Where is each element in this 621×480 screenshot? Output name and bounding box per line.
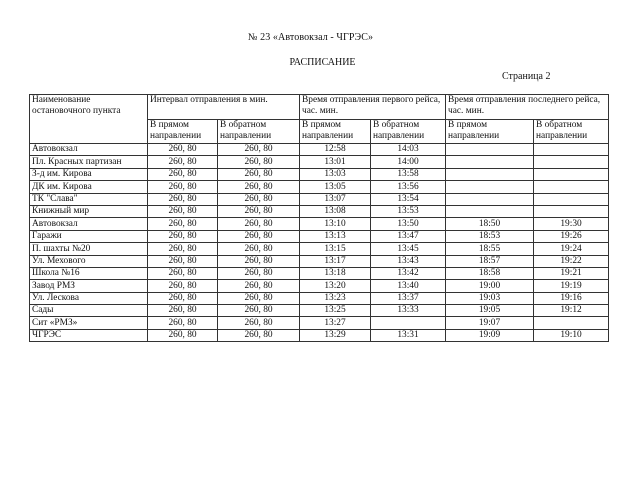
- cell-first-reverse: 13:54: [371, 193, 446, 205]
- cell-interval-reverse: 260, 80: [218, 205, 300, 217]
- cell-first-forward: 13:27: [300, 317, 371, 329]
- cell-stop-name: Автовокзал: [30, 144, 148, 156]
- cell-first-forward: 13:18: [300, 267, 371, 279]
- subheader-last-reverse: В обратном направлении: [534, 120, 609, 144]
- cell-first-reverse: 13:33: [371, 305, 446, 317]
- cell-interval-reverse: 260, 80: [218, 292, 300, 304]
- cell-last-forward: [446, 205, 534, 217]
- cell-last-reverse: 19:12: [534, 305, 609, 317]
- subheader-last-forward: В прямом направлении: [446, 120, 534, 144]
- cell-last-forward: 18:50: [446, 218, 534, 230]
- cell-interval-forward: 260, 80: [148, 243, 218, 255]
- cell-first-forward: 13:10: [300, 218, 371, 230]
- table-row: [30, 168, 609, 180]
- cell-last-reverse: 19:24: [534, 243, 609, 255]
- cell-first-reverse: 14:03: [371, 144, 446, 156]
- cell-last-forward: 18:58: [446, 267, 534, 279]
- cell-first-reverse: 13:43: [371, 255, 446, 267]
- cell-last-forward: [446, 168, 534, 180]
- cell-stop-name: Завод РМЗ: [30, 280, 148, 292]
- table-row: [30, 255, 609, 267]
- table-row: [30, 292, 609, 304]
- cell-interval-forward: 260, 80: [148, 280, 218, 292]
- cell-first-reverse: [371, 317, 446, 329]
- cell-interval-forward: 260, 80: [148, 205, 218, 217]
- column-header-last-departure: Время отправления последнего рейса, час. мин.: [446, 95, 609, 120]
- cell-last-reverse: 19:16: [534, 292, 609, 304]
- cell-last-forward: 19:03: [446, 292, 534, 304]
- cell-stop-name: Ул. Лескова: [30, 292, 148, 304]
- cell-last-forward: 18:57: [446, 255, 534, 267]
- cell-interval-reverse: 260, 80: [218, 243, 300, 255]
- table-row: [30, 243, 609, 255]
- cell-first-forward: 13:07: [300, 193, 371, 205]
- table-row: [30, 280, 609, 292]
- cell-last-reverse: [534, 193, 609, 205]
- header-row-top: [30, 95, 609, 120]
- cell-interval-reverse: 260, 80: [218, 144, 300, 156]
- table-row: [30, 156, 609, 168]
- cell-interval-reverse: 260, 80: [218, 317, 300, 329]
- cell-first-reverse: 14:00: [371, 156, 446, 168]
- cell-last-reverse: [534, 317, 609, 329]
- cell-stop-name: Гаражи: [30, 230, 148, 242]
- cell-interval-forward: 260, 80: [148, 267, 218, 279]
- cell-interval-forward: 260, 80: [148, 317, 218, 329]
- cell-first-reverse: 13:58: [371, 168, 446, 180]
- cell-last-reverse: [534, 205, 609, 217]
- cell-interval-forward: 260, 80: [148, 255, 218, 267]
- cell-first-reverse: 13:56: [371, 181, 446, 193]
- cell-stop-name: Сит «РМЗ»: [30, 317, 148, 329]
- subheader-first-reverse: В обратном направлении: [371, 120, 446, 144]
- cell-last-reverse: 19:26: [534, 230, 609, 242]
- cell-last-forward: 18:53: [446, 230, 534, 242]
- cell-stop-name: ЧГРЭС: [30, 329, 148, 341]
- page-number: Страница 2: [502, 71, 551, 82]
- cell-interval-reverse: 260, 80: [218, 156, 300, 168]
- cell-stop-name: ДК им. Кирова: [30, 181, 148, 193]
- cell-first-forward: 13:05: [300, 181, 371, 193]
- cell-first-reverse: 13:40: [371, 280, 446, 292]
- cell-interval-reverse: 260, 80: [218, 329, 300, 341]
- cell-last-forward: 19:00: [446, 280, 534, 292]
- table-row: [30, 181, 609, 193]
- cell-interval-forward: 260, 80: [148, 156, 218, 168]
- cell-stop-name: Автовокзал: [30, 218, 148, 230]
- cell-first-forward: 13:20: [300, 280, 371, 292]
- cell-stop-name: ТК "Слава": [30, 193, 148, 205]
- cell-interval-reverse: 260, 80: [218, 255, 300, 267]
- cell-stop-name: Пл. Красных партизан: [30, 156, 148, 168]
- table-row: [30, 317, 609, 329]
- cell-first-forward: 13:15: [300, 243, 371, 255]
- cell-first-forward: 12:58: [300, 144, 371, 156]
- column-header-first-departure: Время отправления первого рейса, час. мин.: [300, 95, 446, 120]
- cell-last-forward: 18:55: [446, 243, 534, 255]
- cell-interval-reverse: 260, 80: [218, 305, 300, 317]
- cell-last-reverse: 19:10: [534, 329, 609, 341]
- cell-first-forward: 13:01: [300, 156, 371, 168]
- subheader-first-forward: В прямом направлении: [300, 120, 371, 144]
- table-row: [30, 329, 609, 341]
- cell-interval-forward: 260, 80: [148, 305, 218, 317]
- cell-interval-forward: 260, 80: [148, 230, 218, 242]
- cell-last-forward: 19:09: [446, 329, 534, 341]
- cell-interval-reverse: 260, 80: [218, 181, 300, 193]
- cell-interval-reverse: 260, 80: [218, 267, 300, 279]
- cell-first-forward: 13:23: [300, 292, 371, 304]
- column-header-stop: Наименование остановочного пункта: [30, 95, 148, 144]
- cell-last-reverse: [534, 156, 609, 168]
- cell-interval-forward: 260, 80: [148, 144, 218, 156]
- cell-first-forward: 13:29: [300, 329, 371, 341]
- schedule-body: [30, 144, 609, 342]
- table-row: [30, 205, 609, 217]
- cell-last-reverse: 19:21: [534, 267, 609, 279]
- cell-last-forward: 19:07: [446, 317, 534, 329]
- cell-first-reverse: 13:37: [371, 292, 446, 304]
- cell-first-reverse: 13:45: [371, 243, 446, 255]
- cell-stop-name: Школа №16: [30, 267, 148, 279]
- cell-first-forward: 13:13: [300, 230, 371, 242]
- cell-stop-name: Книжный мир: [30, 205, 148, 217]
- table-row: [30, 267, 609, 279]
- cell-first-forward: 13:25: [300, 305, 371, 317]
- cell-interval-forward: 260, 80: [148, 181, 218, 193]
- cell-last-reverse: 19:30: [534, 218, 609, 230]
- cell-interval-reverse: 260, 80: [218, 218, 300, 230]
- cell-first-reverse: 13:47: [371, 230, 446, 242]
- cell-first-forward: 13:08: [300, 205, 371, 217]
- cell-stop-name: Ул. Мехового: [30, 255, 148, 267]
- cell-last-forward: 19:05: [446, 305, 534, 317]
- document-title: РАСПИСАНИЕ: [289, 57, 356, 68]
- subheader-interval-forward: В прямом направлении: [148, 120, 218, 144]
- cell-interval-forward: 260, 80: [148, 168, 218, 180]
- cell-stop-name: Сады: [30, 305, 148, 317]
- cell-first-forward: 13:17: [300, 255, 371, 267]
- table-row: [30, 305, 609, 317]
- route-title: № 23 «Автовокзал - ЧГРЭС»: [247, 32, 374, 43]
- table-row: [30, 230, 609, 242]
- table-row: [30, 193, 609, 205]
- cell-interval-reverse: 260, 80: [218, 168, 300, 180]
- table-row: [30, 144, 609, 156]
- cell-stop-name: З-д им. Кирова: [30, 168, 148, 180]
- cell-last-reverse: 19:19: [534, 280, 609, 292]
- cell-last-forward: [446, 193, 534, 205]
- cell-interval-reverse: 260, 80: [218, 280, 300, 292]
- cell-last-reverse: [534, 181, 609, 193]
- cell-last-forward: [446, 156, 534, 168]
- cell-first-reverse: 13:42: [371, 267, 446, 279]
- cell-last-reverse: [534, 168, 609, 180]
- cell-interval-forward: 260, 80: [148, 292, 218, 304]
- cell-last-reverse: [534, 144, 609, 156]
- cell-last-forward: [446, 144, 534, 156]
- cell-interval-forward: 260, 80: [148, 218, 218, 230]
- cell-interval-reverse: 260, 80: [218, 230, 300, 242]
- cell-last-forward: [446, 181, 534, 193]
- table-row: [30, 218, 609, 230]
- schedule-table: [29, 94, 609, 342]
- cell-first-reverse: 13:53: [371, 205, 446, 217]
- cell-first-reverse: 13:50: [371, 218, 446, 230]
- cell-interval-forward: 260, 80: [148, 193, 218, 205]
- column-header-interval: Интервал отправления в мин.: [148, 95, 300, 120]
- cell-stop-name: П. шахты №20: [30, 243, 148, 255]
- subheader-interval-reverse: В обратном направлении: [218, 120, 300, 144]
- cell-first-forward: 13:03: [300, 168, 371, 180]
- cell-last-reverse: 19:22: [534, 255, 609, 267]
- cell-interval-forward: 260, 80: [148, 329, 218, 341]
- cell-first-reverse: 13:31: [371, 329, 446, 341]
- cell-interval-reverse: 260, 80: [218, 193, 300, 205]
